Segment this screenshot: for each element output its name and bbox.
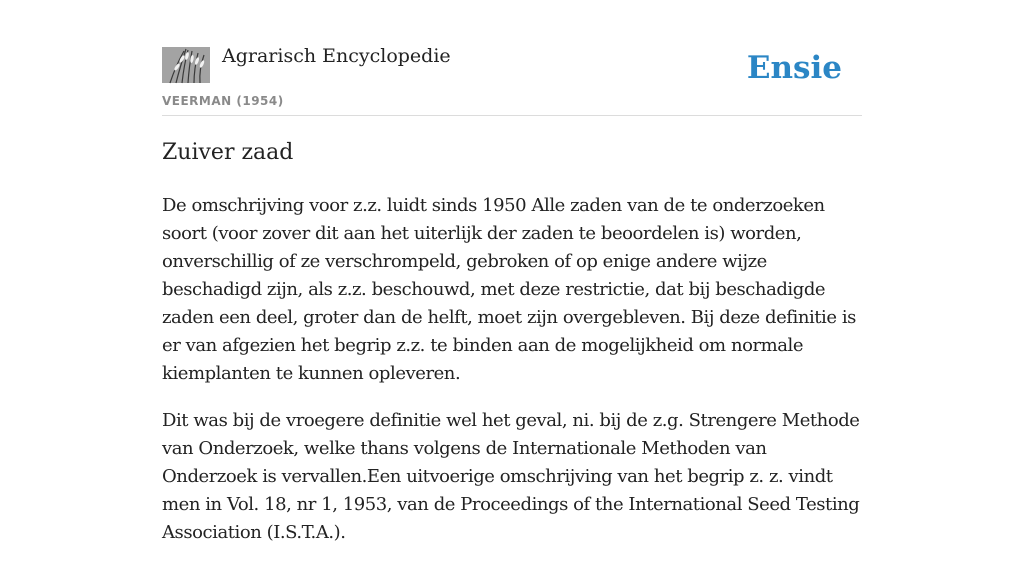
header <box>162 0 862 116</box>
page-title: Zuiver zaad <box>162 140 294 165</box>
author-label: VEERMAN (1954) <box>162 94 284 108</box>
article-body <box>162 192 862 566</box>
ensie-logo-link[interactable]: Ensie <box>746 50 842 86</box>
wheat-icon[interactable] <box>162 47 210 83</box>
paragraph: De omschrijving voor z.z. luidt sinds 1950 Alle zaden van de te onderzoeken soort (voor zover dit aan het uiterlijk der zaden te beoordelen is) worden, onverschillig of ze verschrompeld, gebroken of op enige andere wijze beschadigd zijn, als z.z. beschouwd, met deze restrictie, dat bij beschadigde zaden een deel, groter dan de helft, moet zijn overgebleven. Bij deze definitie is er van afgezien het begrip z.z. te binden aan de mogelijkheid om normale kiemplanten te kunnen opleveren. <box>162 195 856 384</box>
article-container <box>162 0 862 543</box>
paragraph: Dit was bij de vroegere definitie wel het geval, ni. bij de z.g. Strengere Methode van Onderzoek, welke thans volgens de Internationale Methoden van Onderzoek is vervallen.Een uitvoerige omschrijving van het begrip z. z. vindt men in Vol. 18, nr 1, 1953, van de Proceedings of the International Seed Testing Association (I.S.T.A.). <box>162 410 860 543</box>
encyclopedia-title[interactable]: Agrarisch Encyclopedie <box>222 45 451 67</box>
